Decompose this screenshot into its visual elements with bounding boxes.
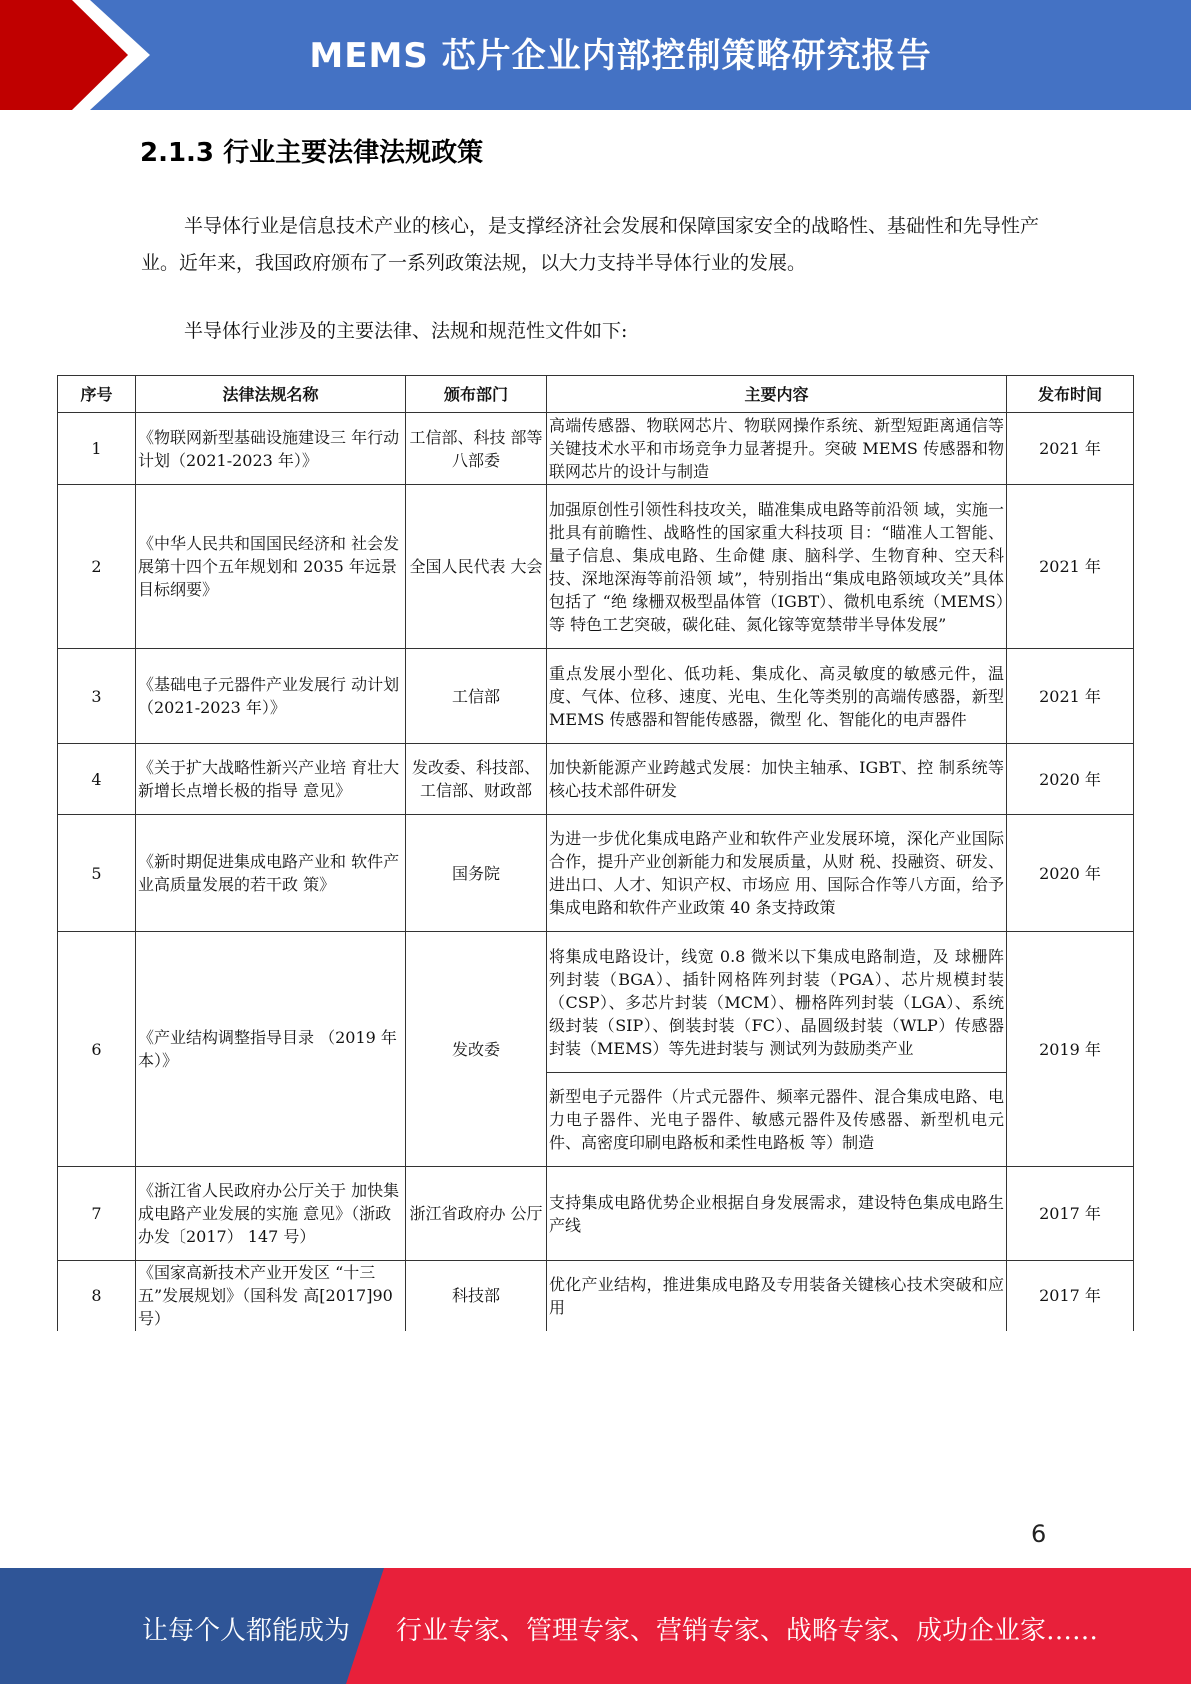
row-content: 将集成电路设计，线宽 0.8 微米以下集成电路制造，及 球栅阵列封装（BGA）、插针网格阵列封装（PGA）、芯片规模封装（CSP）、多芯片封装（MCM）、栅格阵列封装（LGA）、系统级封装（SIP）、倒装封装（FC）、晶圆级封装（WLP）传感器封装（MEMS）等先进封装与 测试列为鼓励类产业: [547, 932, 1007, 1073]
row-content: 加快新能源产业跨越式发展：加快主轴承、IGBT、控 制系统等核心技术部件研发: [547, 744, 1007, 815]
row-name: 《中华人民共和国国民经济和 社会发展第十四个五年规划和 2035 年远景目标纲要》: [136, 485, 406, 649]
header-name: 法律法规名称: [136, 376, 406, 413]
row-dept: 工信部、科技 部等八部委: [406, 413, 547, 485]
table-row: [58, 932, 1134, 1073]
row-dept: 发改委、科技部、工信部、财政部: [406, 744, 547, 815]
row-dept: 发改委: [406, 932, 547, 1167]
header-no: 序号: [58, 376, 136, 413]
page-number: 6: [1031, 1520, 1047, 1548]
row-name: 《产业结构调整指导目录 （2019 年本）》: [136, 932, 406, 1167]
table-header-row: [58, 376, 1134, 413]
row-dept: 工信部: [406, 649, 547, 744]
row-no: 8: [58, 1261, 136, 1331]
footer-banner: [0, 1568, 1191, 1684]
row-no: 5: [58, 815, 136, 932]
footer-slogan-right: 行业专家、管理专家、营销专家、战略专家、成功企业家……: [396, 1616, 1099, 1646]
row-date: 2021 年: [1007, 413, 1134, 485]
header-dept: 颁布部门: [406, 376, 547, 413]
row-name: 《浙江省人民政府办公厅关于 加快集成电路产业发展的实施 意见》（浙政办发〔2017） 147 号）: [136, 1167, 406, 1261]
row-dept: 国务院: [406, 815, 547, 932]
table-row: [58, 1261, 1134, 1331]
row-date: 2019 年: [1007, 932, 1134, 1167]
row-content: 支持集成电路优势企业根据自身发展需求，建设特色集成电路生产线: [547, 1167, 1007, 1261]
footer-slogan-left: 让每个人都能成为: [142, 1616, 351, 1646]
row-no: 3: [58, 649, 136, 744]
table-row: [58, 1167, 1134, 1261]
row-no: 6: [58, 932, 136, 1167]
row-content: 高端传感器、物联网芯片、物联网操作系统、新型短距离通信等关键技术水平和市场竞争力显著提升。突破 MEMS 传感器和物联网芯片的设计与制造: [547, 413, 1007, 485]
row-name: 《基础电子元器件产业发展行 动计划（2021-2023 年）》: [136, 649, 406, 744]
row-content: 加强原创性引领性科技攻关，瞄准集成电路等前沿领 域，实施一批具有前瞻性、战略性的国家重大科技项 目：“瞄准人工智能、量子信息、集成电路、生命健 康、脑科学、生物育种、空天科技、深地深海等前沿领 域”，特别指出“集成电路领域攻关”具体包括了 “绝 缘栅双极型晶体管（IGBT）、微机电系统（MEMS）等 特色工艺突破，碳化硅、氮化镓等宽禁带半导体发展”: [547, 485, 1007, 649]
row-date: 2021 年: [1007, 649, 1134, 744]
intro-paragraph: 半导体行业是信息技术产业的核心，是支撑经济社会发展和保障国家安全的战略性、基础性和先导性产业。近年来，我国政府颁布了一系列政策法规，以大力支持半导体行业的发展。: [141, 215, 1040, 274]
row-date: 2021 年: [1007, 485, 1134, 649]
lead-paragraph: 半导体行业涉及的主要法律、法规和规范性文件如下:: [184, 320, 628, 342]
table-row: [58, 413, 1134, 485]
row-no: 2: [58, 485, 136, 649]
row-date: 2017 年: [1007, 1261, 1134, 1331]
row-no: 7: [58, 1167, 136, 1261]
table-row: [58, 815, 1134, 932]
row-dept: 浙江省政府办 公厅: [406, 1167, 547, 1261]
row-dept: 科技部: [406, 1261, 547, 1331]
table-row: [58, 649, 1134, 744]
row-dept: 全国人民代表 大会: [406, 485, 547, 649]
row-content: 为进一步优化集成电路产业和软件产业发展环境，深化产业国际合作，提升产业创新能力和发展质量，从财 税、投融资、研发、进出口、人才、知识产权、市场应 用、国际合作等八方面，给予集成电路和软件产业政策 40 条支持政策: [547, 815, 1007, 932]
report-title: MEMS 芯片企业内部控制策略研究报告: [309, 36, 932, 76]
section-heading: 2.1.3 行业主要法律法规政策: [140, 138, 484, 168]
row-no: 1: [58, 413, 136, 485]
header-content: 主要内容: [547, 376, 1007, 413]
row-date: 2020 年: [1007, 744, 1134, 815]
row-name: 《国家高新技术产业开发区 “十三五”发展规划》（国科发 高[2017]90 号）: [136, 1261, 406, 1331]
policy-table: [57, 375, 1134, 1331]
row-content-secondary: 新型电子元器件（片式元器件、频率元器件、混合集成电路、电力电子器件、光电子器件、敏感元器件及传感器、新型机电元件、高密度印刷电路板和柔性电路板 等）制造: [547, 1073, 1007, 1167]
header-date: 发布时间: [1007, 376, 1134, 413]
row-date: 2020 年: [1007, 815, 1134, 932]
row-name: 《新时期促进集成电路产业和 软件产业高质量发展的若干政 策》: [136, 815, 406, 932]
row-no: 4: [58, 744, 136, 815]
row-name: 《物联网新型基础设施建设三 年行动计划（2021-2023 年）》: [136, 413, 406, 485]
chevron-logo-icon: [0, 0, 160, 110]
row-content: 重点发展小型化、低功耗、集成化、高灵敏度的敏感元件，温度、气体、位移、速度、光电、生化等类别的高端传感器，新型 MEMS 传感器和智能传感器，微型 化、智能化的电声器件: [547, 649, 1007, 744]
row-content: 优化产业结构，推进集成电路及专用装备关键核心技术突破和应用: [547, 1261, 1007, 1331]
row-date: 2017 年: [1007, 1167, 1134, 1261]
row-name: 《关于扩大战略性新兴产业培 育壮大新增长点增长极的指导 意见》: [136, 744, 406, 815]
table-row: [58, 485, 1134, 649]
header-banner: [0, 0, 1191, 110]
table-row: [58, 744, 1134, 815]
